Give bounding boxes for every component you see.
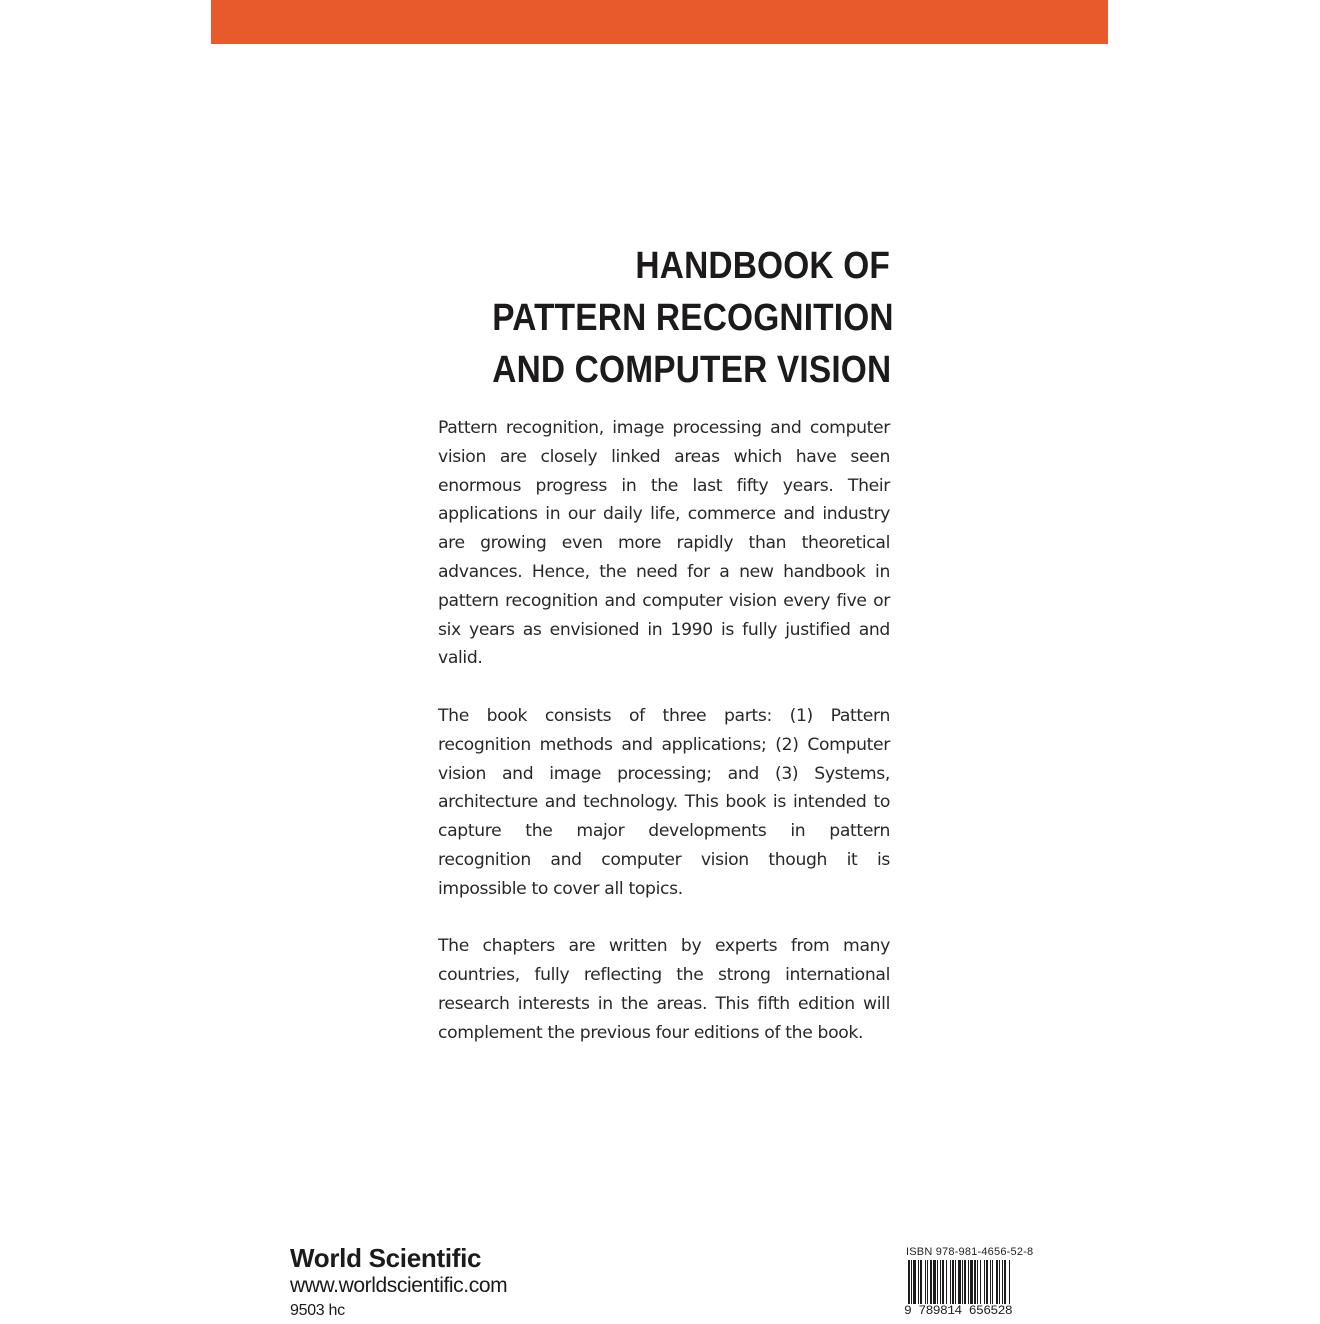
publisher-url: www.worldscientific.com	[290, 1274, 508, 1297]
barcode-bar	[1002, 1260, 1003, 1304]
barcode-bar	[984, 1260, 985, 1304]
barcode-bar	[977, 1260, 978, 1304]
barcode-bar	[925, 1260, 926, 1304]
barcode-bar	[952, 1260, 954, 1304]
barcode-bar	[920, 1260, 922, 1304]
barcode-bar	[1004, 1260, 1006, 1304]
barcode-bar	[927, 1260, 928, 1304]
publisher-name: World Scientific	[290, 1243, 482, 1273]
barcode-bar	[980, 1260, 981, 1304]
isbn-label: ISBN 978-981-4656-52-8	[906, 1246, 1034, 1258]
product-code: 9503 hc	[290, 1302, 345, 1319]
barcode-bar	[946, 1260, 947, 1304]
description-paragraph-3: The chapters are written by experts from many countries, fully reflecting the strong international research interests in the areas. This fifth edition will complement the previous four editions of the book.	[438, 936, 890, 1043]
barcode-icon	[904, 1260, 1044, 1308]
barcode-bar	[958, 1260, 961, 1308]
barcode-bar	[974, 1260, 976, 1304]
barcode-bar	[918, 1260, 919, 1304]
book-description	[438, 414, 890, 1076]
description-paragraph-1: Pattern recognition, image processing and computer vision are closely linked areas which have seen enormous progress in the last fifty years. Their applications in our daily life, commerce and industry are growing even more rapidly than theoretical advances. Hence, the need for a new handbook in pattern recognition and computer vision every five or six years as envisioned in 1990 is fully justified and valid.	[438, 418, 890, 669]
barcode-bar	[996, 1260, 998, 1304]
barcode-bar	[968, 1260, 969, 1304]
barcode-bar	[955, 1260, 956, 1304]
barcode-digits: 9 789814 656528	[904, 1303, 1013, 1318]
barcode-bar	[999, 1260, 1000, 1304]
barcode-bar	[933, 1260, 936, 1304]
barcode-bar	[950, 1260, 951, 1304]
title-line-2: PATTERN RECOGNITION	[492, 297, 894, 339]
barcode-bar	[911, 1260, 912, 1308]
barcode-bar	[930, 1260, 932, 1304]
barcode-bar	[913, 1260, 916, 1304]
barcode-bar	[940, 1260, 941, 1304]
barcode-bar	[937, 1260, 938, 1304]
barcode-bar	[964, 1260, 966, 1304]
isbn-barcode-block	[904, 1246, 1044, 1320]
top-color-band	[211, 0, 1108, 44]
book-title	[492, 240, 894, 396]
title-line-3: AND COMPUTER VISION	[492, 349, 892, 391]
barcode-bar	[942, 1260, 944, 1304]
description-paragraph-2: The book consists of three parts: (1) Pattern recognition methods and applications; (2) Computer vision and image processing; and (3) Systems, architecture and technology. This book is intended to capture the major developments in pattern recognition and computer vision though it is impossible to cover all topics.	[438, 705, 890, 899]
barcode-bar	[986, 1260, 988, 1304]
title-line-1: HANDBOOK OF	[635, 245, 890, 287]
barcode-bar	[962, 1260, 963, 1304]
barcode-bar	[1009, 1260, 1010, 1308]
publisher-block	[290, 1242, 610, 1324]
barcode-bar	[908, 1260, 910, 1308]
barcode-bar	[990, 1260, 991, 1304]
barcode-bar	[970, 1260, 973, 1304]
barcode-bar	[992, 1260, 993, 1304]
